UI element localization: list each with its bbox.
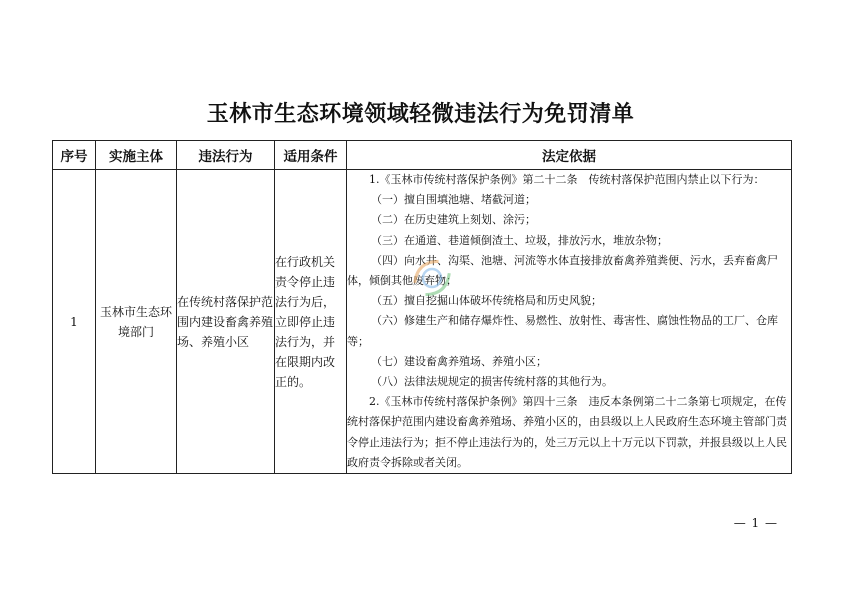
basis-clause-2: 2.《玉林市传统村落保护条例》第四十三条 违反本条例第二十二条第七项规定，在传统村落保护范围内建设畜禽养殖场、养殖小区的，由县级以上人民政府生态环境主管部门责令停止违法行为；拒不停止违法行为的，处三万元以上十万元以下罚款，并报县级以上人民政府责令拆除或者关闭。 (347, 395, 787, 469)
header-legal-basis: 法定依据 (347, 141, 792, 170)
basis-item-2: （二）在历史建筑上刻划、涂污； (371, 213, 536, 227)
basis-item-1: （一）擅自围填池塘、堵截河道； (371, 193, 536, 207)
penalty-exemption-table (52, 140, 792, 474)
cell-condition: 在行政机关责令停止违法行为后，立即停止违法行为，并在限期内改正的。 (275, 170, 347, 474)
page-number: — 1 — (733, 516, 778, 530)
cell-seq: 1 (53, 170, 96, 474)
document-title: 玉林市生态环境领域轻微违法行为免罚清单 (206, 102, 635, 127)
basis-item-8: （八）法律法规规定的损害传统村落的其他行为。 (371, 375, 613, 389)
basis-item-5: （五）擅自挖掘山体破坏传统格局和历史风貌； (371, 294, 602, 308)
header-seq: 序号 (53, 141, 96, 170)
table-row (53, 170, 792, 474)
table-header-row (53, 141, 792, 170)
header-enforcement-body: 实施主体 (96, 141, 177, 170)
header-violation: 违法行为 (177, 141, 275, 170)
basis-clause-1: 1.《玉林市传统村落保护条例》第二十二条 传统村落保护范围内禁止以下行为： (369, 173, 765, 186)
basis-item-3: （三）在通道、巷道倾倒渣土、垃圾，排放污水，堆放杂物； (371, 233, 668, 247)
basis-item-4: （四）向水井、沟渠、池塘、河流等水体直接排放畜禽养殖粪便、污水，丢弃畜禽尸体，倾倒其他废弃物； (347, 253, 778, 288)
basis-item-7: （七）建设畜禽养殖场、养殖小区； (371, 354, 547, 368)
cell-violation: 在传统村落保护范围内建设畜禽养殖场、养殖小区 (177, 170, 275, 474)
basis-item-6: （六）修建生产和储存爆炸性、易燃性、放射性、毒害性、腐蚀性物品的工厂、仓库等； (347, 314, 778, 348)
header-condition: 适用条件 (275, 141, 347, 170)
cell-legal-basis (347, 170, 792, 474)
cell-enforcement-body: 玉林市生态环境部门 (96, 170, 177, 474)
